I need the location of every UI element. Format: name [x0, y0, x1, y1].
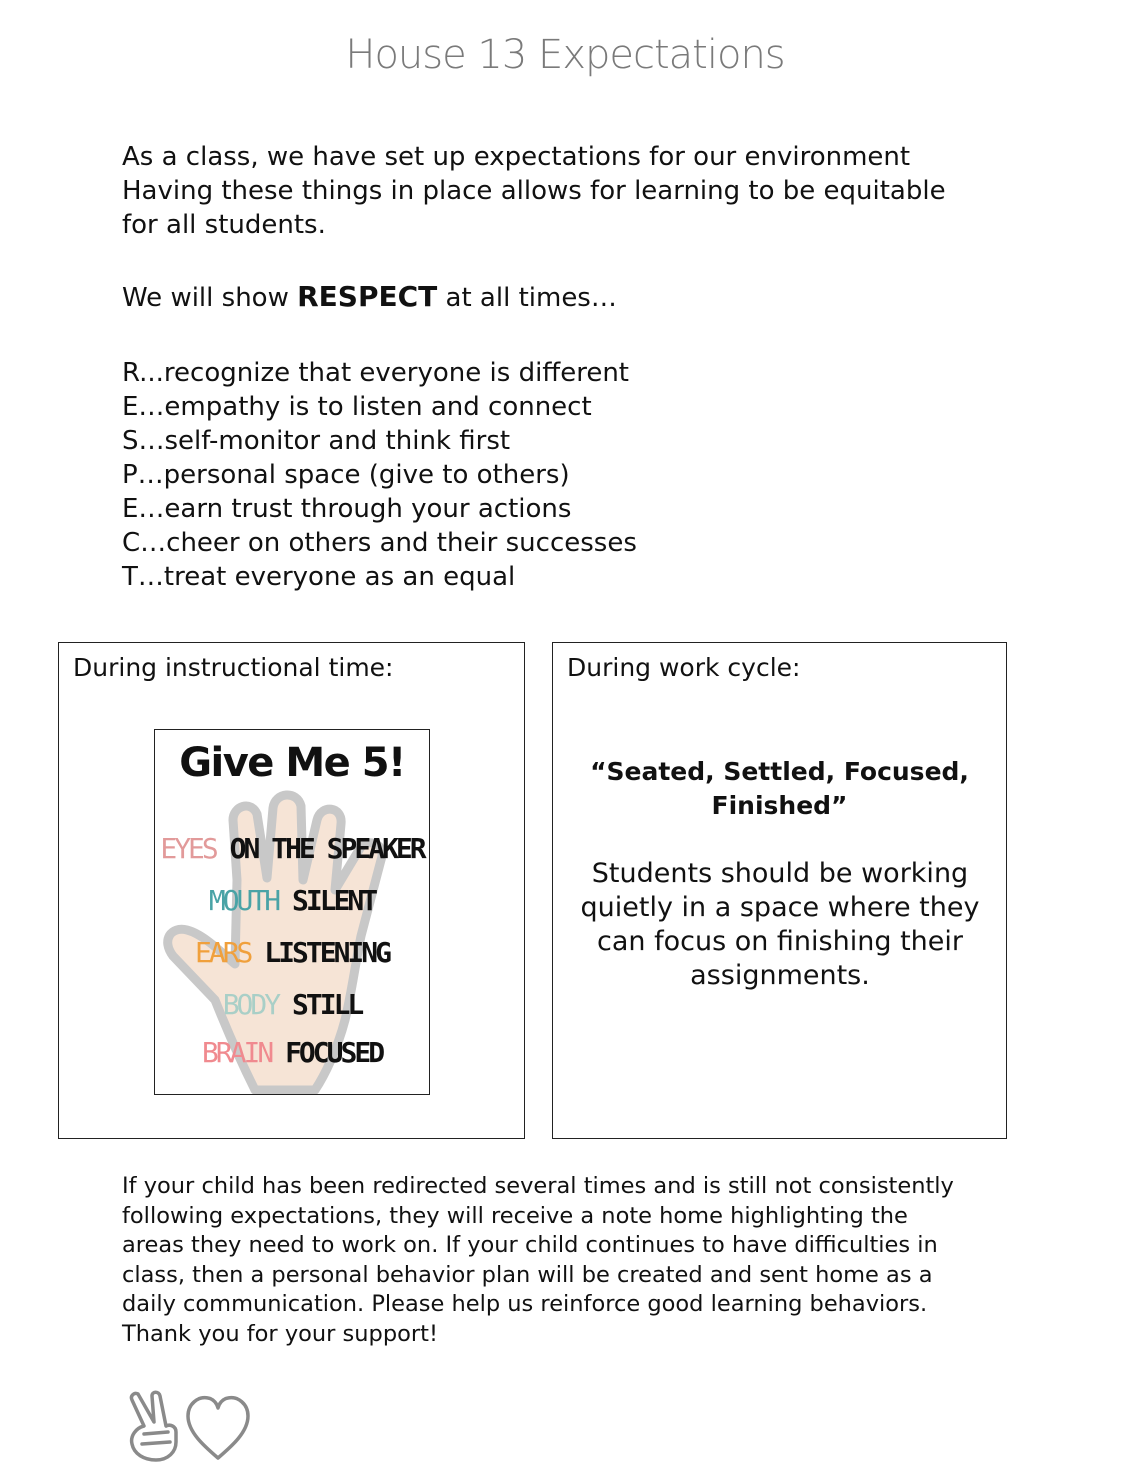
motto-line: “Seated, Settled, Focused, [590, 757, 969, 786]
footer-line: following expectations, they will receive a note home highlighting the [122, 1202, 908, 1229]
acrostic-item: E…empathy is to listen and connect [122, 392, 592, 422]
poster-key: MOUTH [208, 884, 279, 917]
work-cycle-motto [553, 755, 1006, 823]
poster-line-eyes [155, 832, 429, 865]
poster-value: FOCUSED [285, 1036, 383, 1069]
footer-paragraph [122, 1172, 1002, 1349]
peace-hand-icon [131, 1392, 176, 1460]
heart-icon [188, 1398, 248, 1458]
respect-statement [122, 280, 617, 315]
poster-key: BRAIN [201, 1036, 272, 1069]
respect-word: RESPECT [297, 280, 438, 313]
give-me-five-poster [154, 729, 430, 1095]
poster-title: Give Me 5! [179, 740, 405, 786]
respect-suffix: at all times… [445, 283, 617, 313]
work-cycle-box [552, 642, 1007, 1139]
description-line: assignments. [690, 960, 870, 991]
description-line: can focus on finishing their [597, 926, 963, 957]
work-cycle-heading: During work cycle: [567, 653, 801, 682]
motto-line: Finished” [711, 791, 848, 820]
respect-acrostic-list [122, 356, 637, 594]
poster-value: LISTENING [264, 936, 389, 969]
acrostic-item: C…cheer on others and their successes [122, 528, 637, 558]
respect-prefix: We will show [122, 283, 289, 313]
intro-paragraph [122, 140, 1002, 242]
poster-key: BODY [222, 988, 279, 1021]
acrostic-item: P…personal space (give to others) [122, 460, 570, 490]
poster-line-mouth [155, 884, 429, 917]
acrostic-item: S…self-monitor and think first [122, 426, 511, 456]
intro-line: As a class, we have set up expectations for our environment [122, 142, 911, 172]
acrostic-item: E…earn trust through your actions [122, 494, 572, 524]
acrostic-item: T…treat everyone as an equal [122, 562, 516, 592]
acrostic-item: R...recognize that everyone is different [122, 358, 629, 388]
description-line: Students should be working [591, 858, 969, 889]
footer-line: If your child has been redirected several times and is still not consistently [122, 1173, 954, 1199]
poster-value: STILL [292, 988, 362, 1021]
poster-line-ears [155, 936, 429, 969]
footer-line: areas they need to work on. If your child continues to have difficulties in [122, 1232, 938, 1258]
poster-value: ON THE SPEAKER [229, 832, 424, 865]
page-title: House 13 Expectations [345, 32, 785, 78]
instructional-time-box [58, 642, 525, 1139]
footer-line: daily communication. Please help us reinforce good learning behaviors. [122, 1291, 928, 1317]
intro-line: for all students. [122, 210, 326, 240]
work-cycle-description [571, 857, 989, 993]
poster-value: SILENT [292, 884, 376, 917]
poster-line-brain [155, 1036, 429, 1069]
footer-line: class, then a personal behavior plan will be created and sent home as a [122, 1261, 933, 1288]
poster-key: EARS [194, 936, 251, 969]
intro-line: Having these things in place allows for learning to be equitable [122, 176, 946, 206]
poster-line-body [155, 988, 429, 1021]
footer-line: Thank you for your support! [122, 1320, 438, 1347]
instructional-time-heading: During instructional time: [73, 653, 394, 682]
signoff-icons [124, 1388, 254, 1468]
poster-key: EYES [160, 832, 216, 865]
description-line: quietly in a space where they [580, 892, 980, 923]
